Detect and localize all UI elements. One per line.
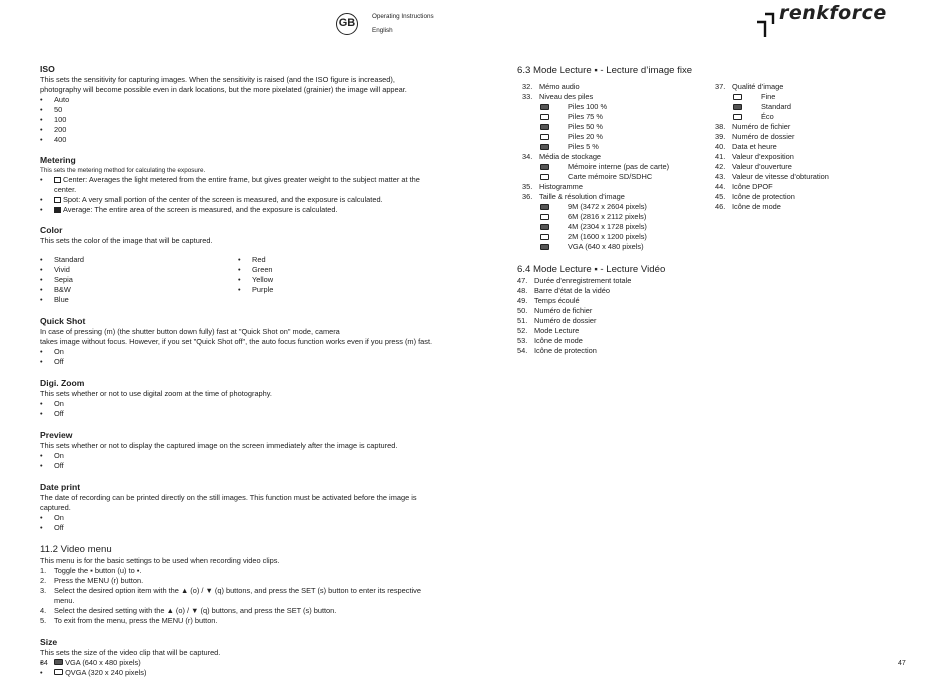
color-col2 xyxy=(238,255,273,295)
item-text: Piles 20 % xyxy=(568,132,603,141)
preview-title: Preview xyxy=(40,430,73,440)
legend-item xyxy=(522,152,712,162)
legend-item xyxy=(522,82,712,92)
quickshot-line2: takes image without focus. However, if you set "Quick Shot off", the auto focus function works even if you press (m) fast. xyxy=(40,337,433,346)
item-number: 42. xyxy=(715,162,726,171)
digizoom-option: • Off xyxy=(40,409,435,419)
item-text: Standard xyxy=(761,102,791,111)
metering-center: • Center: Averages the light metered from the entire frame, but gives greater weight to the subject matter at the center. xyxy=(40,175,435,195)
video-legend-item xyxy=(517,316,917,326)
iso-option: • 50 xyxy=(40,105,435,115)
legend-icon xyxy=(733,114,742,120)
legend-item xyxy=(715,152,915,162)
legend-col1 xyxy=(522,82,712,252)
color-option: • Sepia xyxy=(40,275,84,285)
step-number: 4. xyxy=(40,606,47,615)
item-text: Éco xyxy=(761,112,774,121)
preview-list xyxy=(40,451,435,471)
quickshot-option: • Off xyxy=(40,357,435,367)
item-number: 47. xyxy=(517,276,528,285)
legend-icon xyxy=(540,174,549,180)
step-text: Select the desired setting with the ▲ (o) / ▼ (q) buttons, and press the SET (s) button. xyxy=(54,606,337,615)
videomenu-step xyxy=(40,566,435,576)
color-text: This sets the color of the image that will be captured. xyxy=(40,236,213,245)
color-option: • Purple xyxy=(238,285,273,295)
item-number: 37. xyxy=(715,82,726,91)
section-6-4-title: 6.4 Mode Lecture ▪ - Lecture Vidéo xyxy=(517,264,666,275)
item-text: Média de stockage xyxy=(539,152,602,161)
step-number: 1. xyxy=(40,566,47,575)
legend-item xyxy=(522,162,712,172)
item-text: Piles 5 % xyxy=(568,142,599,151)
item-text: Icône de protection xyxy=(534,346,597,355)
legend-item xyxy=(715,182,915,192)
iso-option: • 100 xyxy=(40,115,435,125)
legend-item xyxy=(522,222,712,232)
legend-icon xyxy=(540,134,549,140)
item-text: Numéro de dossier xyxy=(534,316,597,325)
item-text: 4M (2304 x 1728 pixels) xyxy=(568,222,647,231)
item-text: 9M (3472 x 2604 pixels) xyxy=(568,202,647,211)
item-text: Numéro de fichier xyxy=(534,306,593,315)
item-text: VGA (640 x 480 pixels) xyxy=(568,242,644,251)
step-number: 2. xyxy=(40,576,47,585)
page-number-left: 34 xyxy=(40,660,48,667)
legend-item xyxy=(522,202,712,212)
qvga-icon xyxy=(54,669,63,675)
item-text: Taille & résolution d’image xyxy=(539,192,625,201)
legend-item xyxy=(715,162,915,172)
item-number: 38. xyxy=(715,122,726,131)
digizoom-option: • On xyxy=(40,399,435,409)
legend-item xyxy=(522,122,712,132)
digizoom-list xyxy=(40,399,435,419)
digizoom-title: Digi. Zoom xyxy=(40,378,85,388)
page-number-right: 47 xyxy=(898,660,906,667)
language-badge: GB xyxy=(336,13,358,35)
legend-item xyxy=(715,112,915,122)
color-option: • Vivid xyxy=(40,265,84,275)
item-number: 51. xyxy=(517,316,528,325)
video-legend-item xyxy=(517,326,917,336)
spot-metering-icon xyxy=(54,197,61,203)
metering-spot: • Spot: A very small portion of the center of the screen is measured, and the exposure is calculated. xyxy=(40,195,435,205)
videomenu-step xyxy=(40,606,435,616)
legend-item xyxy=(715,142,915,152)
item-text: Temps écoulé xyxy=(534,296,580,305)
item-text: Piles 50 % xyxy=(568,122,603,131)
size-qvga: • QVGA (320 x 240 pixels) xyxy=(40,668,435,678)
videomenu-step xyxy=(40,576,435,586)
legend-item xyxy=(522,172,712,182)
legend-item xyxy=(715,172,915,182)
legend-icon xyxy=(540,104,549,110)
preview-option: • On xyxy=(40,451,435,461)
item-text: 2M (1600 x 1200 pixels) xyxy=(568,232,647,241)
legend-icon xyxy=(540,234,549,240)
legend-item xyxy=(715,82,915,92)
video-legend-item xyxy=(517,306,917,316)
dateprint-option: • On xyxy=(40,513,435,523)
iso-option: • 400 xyxy=(40,135,435,145)
color-title: Color xyxy=(40,225,63,235)
vga-icon xyxy=(54,659,63,665)
color-options xyxy=(40,255,435,307)
preview-option: • Off xyxy=(40,461,435,471)
item-text: Piles 75 % xyxy=(568,112,603,121)
brand-logo xyxy=(755,2,907,38)
legend-item xyxy=(522,232,712,242)
iso-text: This sets the sensitivity for capturing images. When the sensitivity is raised (and the ISO figure is increased), photography will become possible even in dark locations, but the more pixelated (grainier) the image will appear. xyxy=(40,75,407,94)
step-number: 5. xyxy=(40,616,47,625)
step-text: To exit from the menu, press the MENU (r) button. xyxy=(54,616,218,625)
color-option: • Green xyxy=(238,265,273,275)
item-number: 33. xyxy=(522,92,533,101)
metering-title: Metering xyxy=(40,155,76,165)
color-option: • Standard xyxy=(40,255,84,265)
videomenu-step xyxy=(40,616,435,626)
average-metering-icon xyxy=(54,207,61,213)
step-text: Press the MENU (r) button. xyxy=(54,576,144,585)
size-text: This sets the size of the video clip that will be captured. xyxy=(40,648,221,657)
item-text: Icône de mode xyxy=(534,336,583,345)
item-number: 40. xyxy=(715,142,726,151)
item-number: 50. xyxy=(517,306,528,315)
item-text: Piles 100 % xyxy=(568,102,608,111)
legend-item xyxy=(715,202,915,212)
size-title: Size xyxy=(40,637,58,647)
item-text: Fine xyxy=(761,92,776,101)
section-6-3-lists xyxy=(517,82,917,254)
color-option: • Red xyxy=(238,255,273,265)
legend-icon xyxy=(540,114,549,120)
item-number: 44. xyxy=(715,182,726,191)
metering-average: • Average: The entire area of the screen is measured, and the exposure is calculated. xyxy=(40,205,435,215)
video-legend-item xyxy=(517,286,917,296)
item-number: 35. xyxy=(522,182,533,191)
dateprint-title: Date print xyxy=(40,482,81,492)
step-text: Select the desired option item with the ▲ (o) / ▼ (q) buttons, and press the SET (s) button to enter its respective menu. xyxy=(54,586,421,605)
metering-text: This sets the metering method for calculating the exposure. xyxy=(40,167,206,174)
iso-title: ISO xyxy=(40,64,55,74)
video-legend-item xyxy=(517,276,917,286)
legend-item xyxy=(715,102,915,112)
legend-item xyxy=(522,182,712,192)
item-text: Histogramme xyxy=(539,182,583,191)
item-text: Icône de mode xyxy=(732,202,781,211)
item-text: Icône DPOF xyxy=(732,182,773,191)
item-number: 48. xyxy=(517,286,528,295)
item-text: Mode Lecture xyxy=(534,326,580,335)
item-text: Valeur de vitesse d’obturation xyxy=(732,172,829,181)
item-text: Valeur d’ouverture xyxy=(732,162,792,171)
item-number: 46. xyxy=(715,202,726,211)
legend-item xyxy=(715,132,915,142)
legend-item xyxy=(522,192,712,202)
legend-icon xyxy=(733,94,742,100)
legend-icon xyxy=(540,204,549,210)
item-text: Carte mémoire SD/SDHC xyxy=(568,172,653,181)
left-page xyxy=(40,64,435,678)
item-text: 6M (2816 x 2112 pixels) xyxy=(568,212,647,221)
item-number: 32. xyxy=(522,82,533,91)
digizoom-text: This sets whether or not to use digital zoom at the time of photography. xyxy=(40,389,272,398)
item-text: Icône de protection xyxy=(732,192,795,201)
legend-item xyxy=(522,102,712,112)
legend-icon xyxy=(540,224,549,230)
dateprint-option: • Off xyxy=(40,523,435,533)
color-option: • Yellow xyxy=(238,275,273,285)
step-text: Toggle the ▪ button (u) to ▪. xyxy=(54,566,142,575)
item-text: Data et heure xyxy=(732,142,777,151)
legend-icon xyxy=(540,164,549,170)
color-option: • B&W xyxy=(40,285,84,295)
legend-icon xyxy=(540,124,549,130)
quickshot-title: Quick Shot xyxy=(40,316,86,326)
item-text: Numéro de fichier xyxy=(732,122,791,131)
item-text: Mémo audio xyxy=(539,82,580,91)
brand-name: renkforce xyxy=(779,2,887,24)
legend-item xyxy=(522,242,712,252)
legend-item xyxy=(715,122,915,132)
iso-option: • Auto xyxy=(40,95,435,105)
item-number: 52. xyxy=(517,326,528,335)
item-number: 36. xyxy=(522,192,533,201)
quickshot-line1: In case of pressing (m) (the shutter button down fully) fast at "Quick Shot on" mode, camera xyxy=(40,327,340,336)
legend-icon xyxy=(733,104,742,110)
legend-col2 xyxy=(715,82,915,212)
item-number: 45. xyxy=(715,192,726,201)
dateprint-text: The date of recording can be printed directly on the still images. This function must be activated before the image is captured. xyxy=(40,493,417,512)
legend-icon xyxy=(540,214,549,220)
iso-option: • 200 xyxy=(40,125,435,135)
color-option: • Blue xyxy=(40,295,84,305)
videomenu-text: This menu is for the basic settings to be used when recording video clips. xyxy=(40,556,280,565)
item-number: 49. xyxy=(517,296,528,305)
right-page xyxy=(517,65,917,356)
step-number: 3. xyxy=(40,586,47,595)
quickshot-list xyxy=(40,347,435,367)
legend-item xyxy=(715,92,915,102)
section-6-3-title: 6.3 Mode Lecture ▪ - Lecture d’image fixe xyxy=(517,65,693,76)
item-text: Barre d’état de la vidéo xyxy=(534,286,611,295)
videomenu-steps xyxy=(40,566,435,626)
item-text: Durée d’enregistrement totale xyxy=(534,276,632,285)
item-text: Qualité d’image xyxy=(732,82,784,91)
video-legend-item xyxy=(517,296,917,306)
item-number: 54. xyxy=(517,346,528,355)
color-col1 xyxy=(40,255,84,305)
video-legend-item xyxy=(517,346,917,356)
legend-icon xyxy=(540,144,549,150)
dateprint-list xyxy=(40,513,435,533)
brand-mark-icon xyxy=(755,12,775,38)
size-vga: • VGA (640 x 480 pixels) xyxy=(40,658,435,668)
item-number: 43. xyxy=(715,172,726,181)
quickshot-option: • On xyxy=(40,347,435,357)
item-text: Valeur d’exposition xyxy=(732,152,794,161)
legend-item xyxy=(522,92,712,102)
item-number: 34. xyxy=(522,152,533,161)
legend-item xyxy=(522,212,712,222)
item-number: 41. xyxy=(715,152,726,161)
preview-text: This sets whether or not to display the captured image on the screen immediately after the image is captured. xyxy=(40,441,398,450)
legend-icon xyxy=(540,244,549,250)
videomenu-step xyxy=(40,586,435,606)
item-text: Niveau des piles xyxy=(539,92,594,101)
item-text: Mémoire interne (pas de carte) xyxy=(568,162,670,171)
legend-item xyxy=(715,192,915,202)
section-6-4-list xyxy=(517,276,917,356)
legend-item xyxy=(522,112,712,122)
iso-list xyxy=(40,95,435,145)
videomenu-title: 11.2 Video menu xyxy=(40,544,112,555)
header-line2: English xyxy=(372,27,393,34)
item-number: 53. xyxy=(517,336,528,345)
legend-item xyxy=(522,142,712,152)
item-number: 39. xyxy=(715,132,726,141)
item-text: Numéro de dossier xyxy=(732,132,795,141)
legend-item xyxy=(522,132,712,142)
header-line1: Operating Instructions xyxy=(372,13,434,20)
video-legend-item xyxy=(517,336,917,346)
center-metering-icon xyxy=(54,177,61,183)
